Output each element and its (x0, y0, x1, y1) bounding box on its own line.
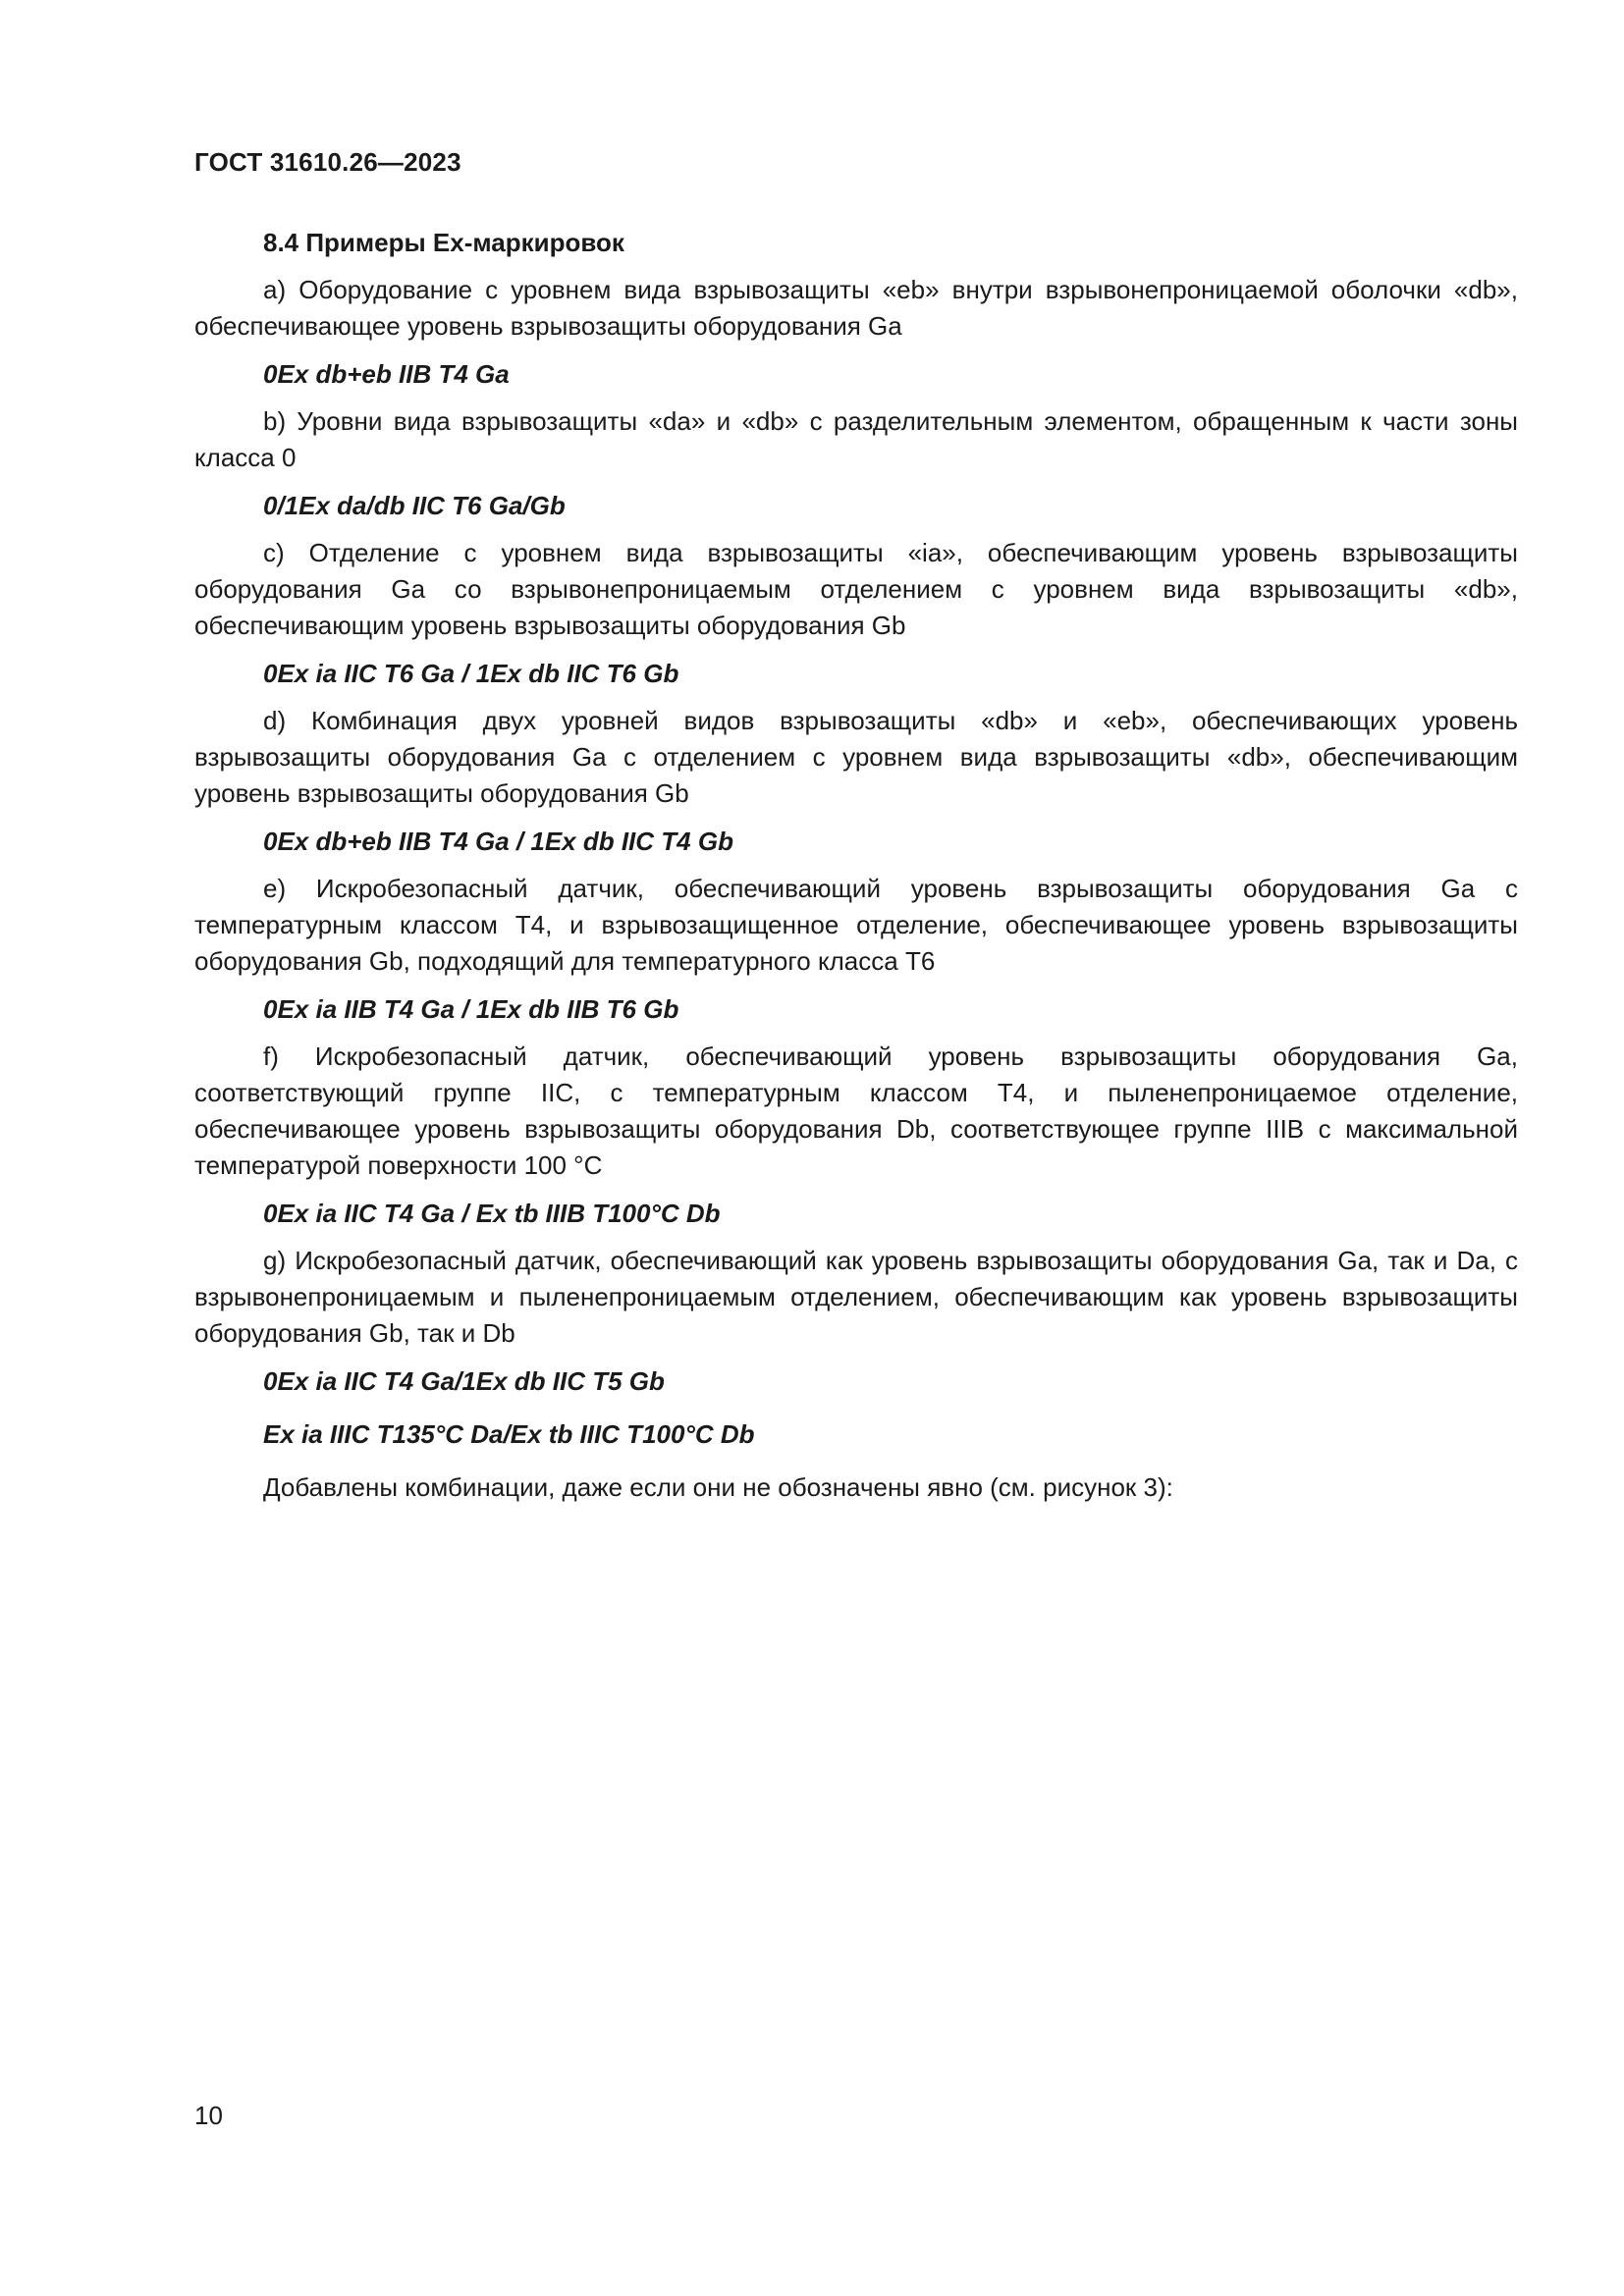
example-e-marking: 0Ex ia IIB T4 Ga / 1Ex db IIB T6 Gb (263, 994, 679, 1024)
example-f-text: f) Искробезопасный датчик, обеспечивающий уровень взрывозащиты оборудования Ga, соответствующий группе IIC, с температурным классом T4, и пыленепроницаемое отделение, обеспечивающее уровень взрывозащиты оборудования Db, соответствующее группе IIIB с максимальной температурой поверхности 100 °C (194, 1041, 1518, 1180)
example-d-text: d) Комбинация двух уровней видов взрывозащиты «db» и «eb», обеспечивающих уровень взрывозащиты оборудования Ga с отделением с уровнем вида взрывозащиты «db», обеспечивающим уровень взрывозащиты оборудования Gb (194, 706, 1518, 808)
example-g-extra-marking: Ex ia IIIC T135°C Da/Ex tb IIIC T100°C Db (263, 1419, 755, 1449)
closing-text: Добавлены комбинации, даже если они не обозначены явно (см. рисунок 3): (263, 1472, 1173, 1502)
document-header: ГОСТ 31610.26—2023 (194, 147, 461, 177)
example-b-text: b) Уровни вида взрывозащиты «da» и «db» с разделительным элементом, обращенным к части зоны класса 0 (194, 406, 1518, 472)
example-a-marking: 0Ex db+eb IIB T4 Ga (263, 359, 510, 389)
example-g-marking: 0Ex ia IIC T4 Ga/1Ex db IIC T5 Gb (263, 1366, 665, 1396)
example-c-marking: 0Ex ia IIC T6 Ga / 1Ex db IIC T6 Gb (263, 659, 679, 688)
page-number: 10 (194, 2101, 223, 2130)
example-a-text: a) Оборудование с уровнем вида взрывозащиты «eb» внутри взрывонепроницаемой оболочки «db», обеспечивающее уровень взрывозащиты оборудования Ga (194, 275, 1518, 341)
example-g-text: g) Искробезопасный датчик, обеспечивающий как уровень взрывозащиты оборудования Ga, так и Da, с взрывонепроницаемым и пыленепроницаемым отделением, обеспечивающим как уровень взрывозащиты оборудования Gb, так и Db (194, 1246, 1518, 1348)
document-content (194, 225, 1518, 1518)
example-e-text: e) Искробезопасный датчик, обеспечивающий уровень взрывозащиты оборудования Ga с температурным классом T4, и взрывозащищенное отделение, обеспечивающее уровень взрывозащиты оборудования Gb, подходящий для температурного класса T6 (194, 874, 1518, 976)
example-b-marking: 0/1Ex da/db IIC T6 Ga/Gb (263, 491, 566, 520)
example-d-marking: 0Ex db+eb IIB T4 Ga / 1Ex db IIC T4 Gb (263, 827, 733, 856)
example-f-marking: 0Ex ia IIC T4 Ga / Ex tb IIIB T100°C Db (263, 1199, 721, 1228)
document-page (194, 0, 1518, 2296)
example-c-text: c) Отделение с уровнем вида взрывозащиты «ia», обеспечивающим уровень взрывозащиты оборудования Ga со взрывонепроницаемым отделением с уровнем вида взрывозащиты «db», обеспечивающим уровень взрывозащиты оборудования Gb (194, 538, 1518, 640)
section-title: 8.4 Примеры Ex-маркировок (263, 228, 624, 257)
